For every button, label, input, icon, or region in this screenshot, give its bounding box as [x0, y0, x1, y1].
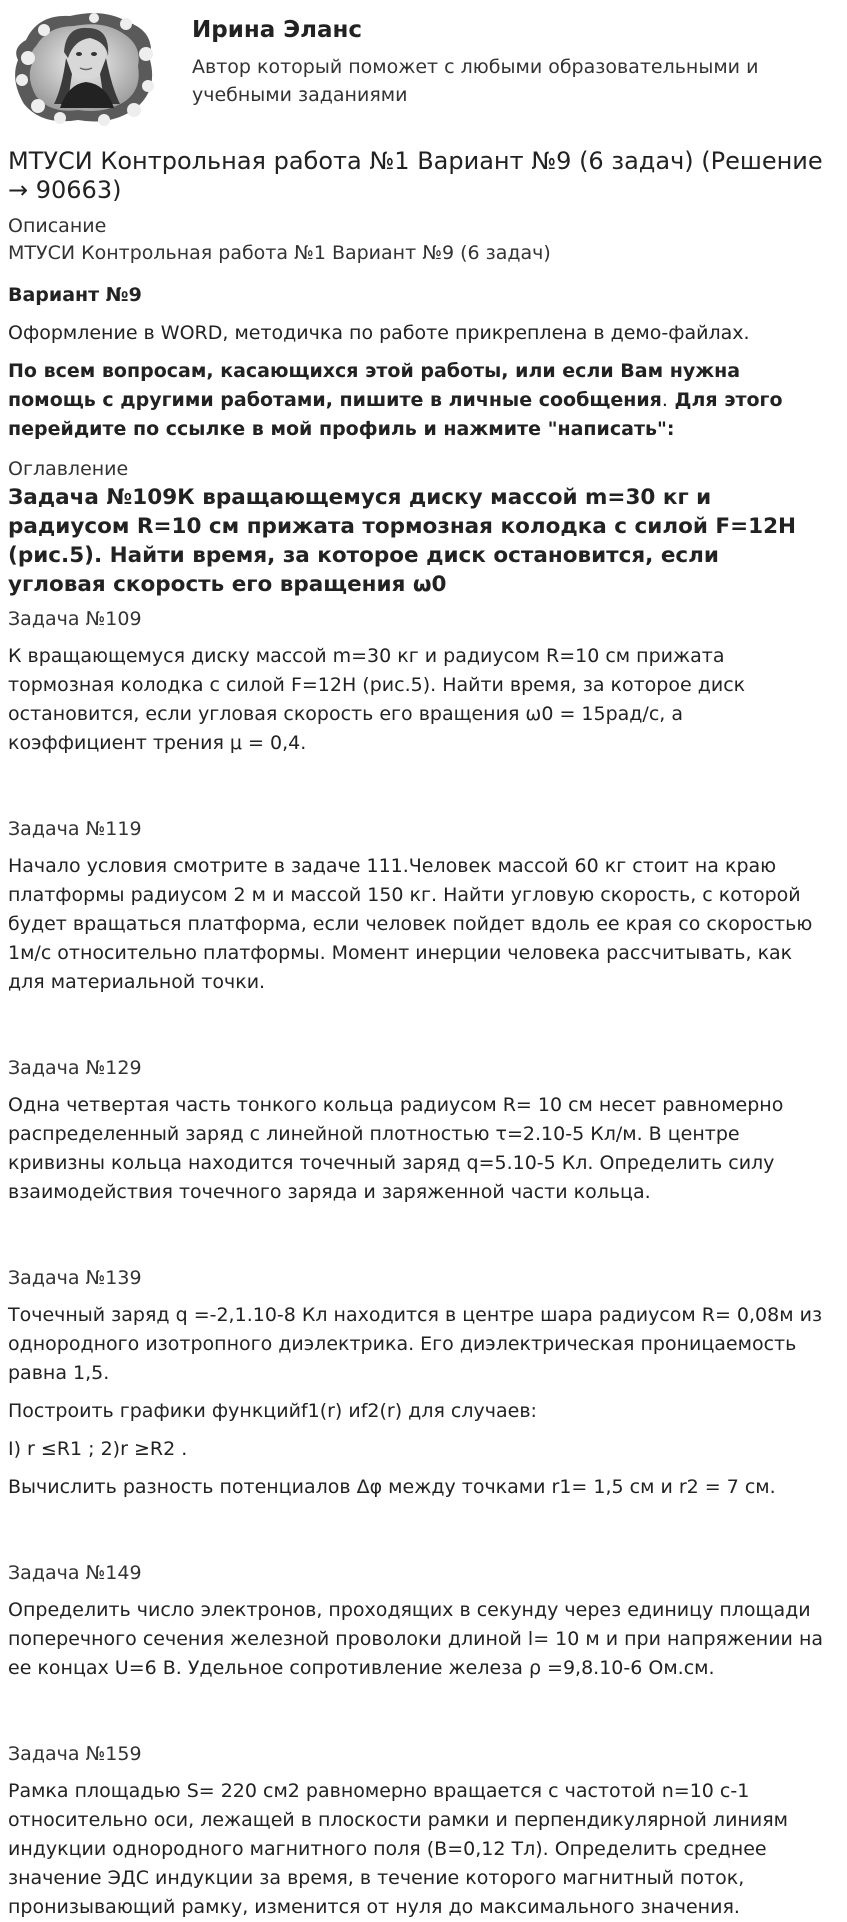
task-label: Задача №159 [8, 1743, 142, 1765]
task-text: К вращающемуся диску массой m=30 кг и радиусом R=10 см прижата тормозная колодка с силой F=12Н (рис.5). Найти время, за которое диск остановится, если угловая скорость его вращения ω0 = 15рад/с, а коэффициент трения μ = 0,4. [8, 645, 746, 754]
task-text: Определить число электронов, проходящих в секунду через единицу площади поперечного сечения железной проволоки длиной l= 10 м и при напряжении на ее концах U=6 В. Удельное сопротивление железа ρ =9,8.10-6 Ом.см. [8, 1599, 824, 1679]
task-label: Задача №149 [8, 1562, 142, 1584]
task-129 [8, 1055, 823, 1207]
author-description: Автор который поможет с любыми образовательными и учебными заданиями [192, 56, 759, 106]
task-109 [8, 606, 823, 758]
description-label: Описание [8, 215, 107, 237]
task-label: Задача №139 [8, 1267, 142, 1289]
toc-heading: Задача №109К вращающемуся диску массой m=30 кг и радиусом R=10 см прижата тормозная колодка с силой F=12Н (рис.5). Найти время, за которое диск остановится, если угловая скорость его вращения ω0 [8, 485, 797, 597]
task-text: Одна четвертая часть тонкого кольца радиусом R= 10 см несет равномерно распределенный заряд с линейной плотностью τ=2.10-5 Кл/м. В центре кривизны кольца находится точечный заряд q=5.10-5 Кл. Определить силу взаимодействия точечного заряда и заряженной части кольца. [8, 1094, 784, 1203]
task-text: Начало условия смотрите в задаче 111.Человек массой 60 кг стоит на краю платформы радиусом 2 м и массой 150 кг. Найти угловую скорость, с которой будет вращаться платформа, если человек пойдет вдоль ее края со скоростью 1м/с относительно платформы. Момент инерции человека рассчитывать, как для материальной точки. [8, 855, 813, 993]
task-label: Задача №129 [8, 1057, 142, 1079]
task-text: Вычислить разность потенциалов Δφ между точками r1= 1,5 см и r2 = 7 см. [8, 1476, 776, 1498]
contact-note [8, 357, 823, 444]
contact-note-dot: . [661, 389, 668, 411]
contact-note-link-text: Для этого перейдите по ссылке в мой профиль и нажмите "написать": [8, 389, 783, 440]
task-text: Точечный заряд q =-2,1.10-8 Кл находится в центре шара радиусом R= 0,08м из однородного изотропного диэлектрика. Его диэлектрическая проницаемость равна 1,5. [8, 1304, 823, 1384]
task-label: Задача №109 [8, 608, 142, 630]
description-text: МТУСИ Контрольная работа №1 Вариант №9 (6 задач) [8, 242, 551, 264]
formatting-note: Оформление в WORD, методичка по работе прикреплена в демо-файлах. [8, 322, 750, 344]
variant-heading: Вариант №9 [8, 284, 142, 306]
task-text: Построить графики функцийf1(r) иf2(r) для случаев: [8, 1400, 537, 1422]
author-info [192, 8, 812, 109]
task-text: I) r ≤R1 ; 2)r ≥R2 . [8, 1438, 188, 1460]
avatar[interactable] [8, 8, 162, 126]
task-119 [8, 816, 823, 997]
task-159 [8, 1741, 823, 1922]
task-139 [8, 1265, 823, 1502]
task-149 [8, 1560, 823, 1683]
contact-note-main: По всем вопросам, касающихся этой работы, или если Вам нужна помощь с другими работами, пишите в личные сообщения [8, 360, 741, 411]
avatar-photo-icon [8, 8, 162, 126]
page-title: МТУСИ Контрольная работа №1 Вариант №9 (6 задач) (Решение → 90663) [8, 147, 823, 204]
task-label: Задача №119 [8, 818, 142, 840]
toc-label: Оглавление [8, 458, 129, 480]
task-text: Рамка площадью S= 220 см2 равномерно вращается с частотой n=10 с-1 относительно оси, лежащей в плоскости рамки и перпендикулярной линиям индукции однородного магнитного поля (В=0,12 Тл). Определить среднее значение ЭДС индукции за время, в течение которого магнитный поток, пронизывающий рамку, изменится от нуля до максимального значения. [8, 1780, 788, 1918]
author-card [8, 0, 823, 124]
author-name[interactable]: Ирина Эланс [192, 17, 363, 43]
